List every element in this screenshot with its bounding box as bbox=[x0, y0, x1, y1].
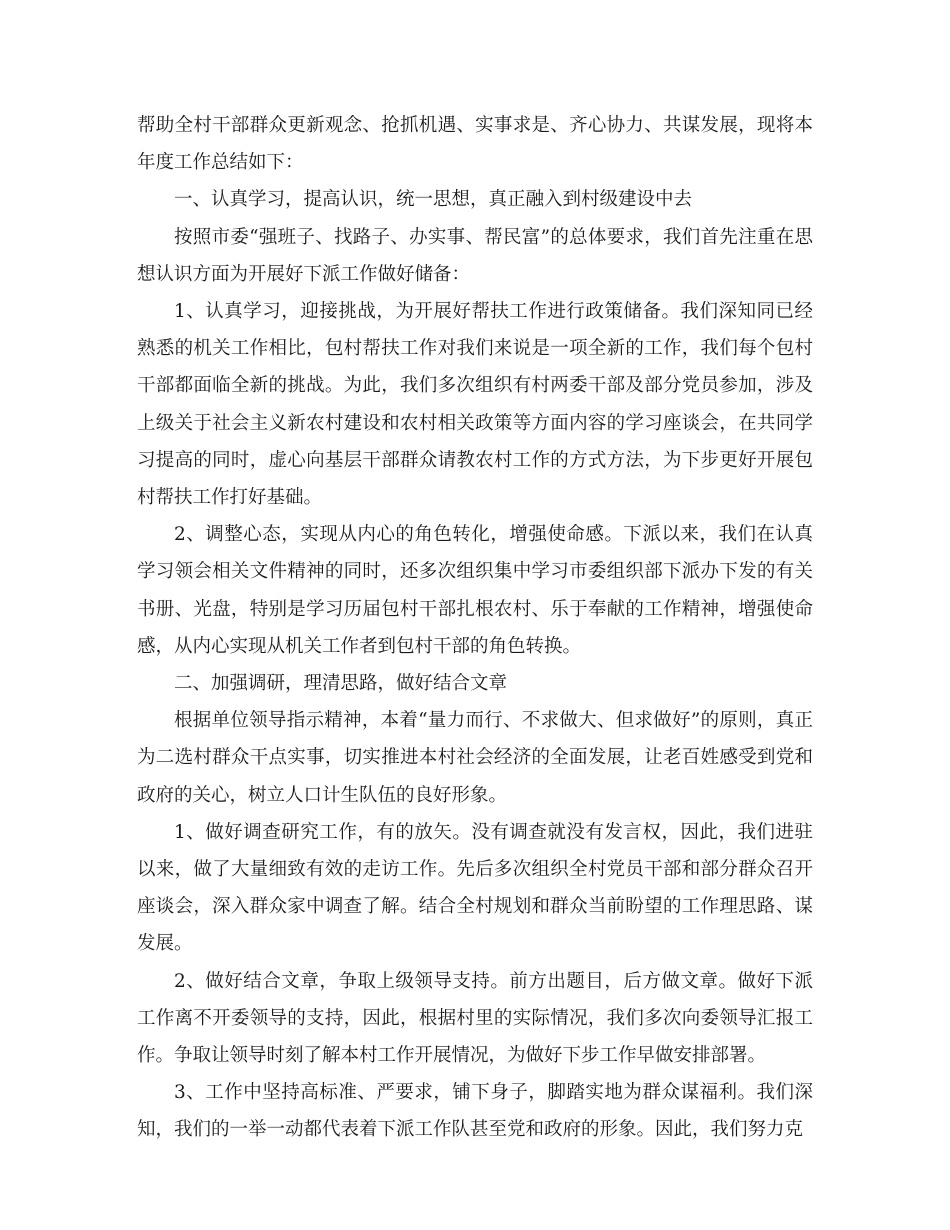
paragraph-7: 2、做好结合文章，争取上级领导支持。前方出题目，后方做文章。做好下派工作离不开委领导的支持，因此，根据村里的实际情况，我们多次向委领导汇报工作。争取让领导时刻了解本村工作开展情况，为做好下步工作早做安排部署。 bbox=[137, 970, 813, 1067]
paragraph-8: 3、工作中坚持高标准、严要求，铺下身子，脚踏实地为群众谋福利。我们深知，我们的一举一动都代表着下派工作队甚至党和政府的形象。因此，我们努力克 bbox=[137, 1082, 813, 1141]
section-heading-1: 一、认真学习，提高认识，统一思想，真正融入到村级建设中去 bbox=[174, 189, 693, 211]
document-body bbox=[137, 107, 813, 1149]
paragraph-2: 按照市委“强班子、找路子、办实事、帮民富”的总体要求，我们首先注重在思想认识方面为开展好下派工作做好储备： bbox=[137, 226, 813, 285]
paragraph-5: 根据单位领导指示精神，本着“量力而行、不求做大、但求做好”的原则，真正为二选村群众干点实事，切实推进本村社会经济的全面发展，让老百姓感受到党和政府的关心，树立人口计生队伍的良好形象。 bbox=[137, 710, 813, 806]
paragraph-6: 1、做好调查研究工作，有的放矢。没有调查就没有发言权，因此，我们进驻以来，做了大量细致有效的走访工作。先后多次组织全村党员干部和部分群众召开座谈会，深入群众家中调查了解。结合全村规划和群众当前盼望的工作理思路、谋发展。 bbox=[137, 821, 813, 955]
section-heading-2: 二、加强调研，理清思路，做好结合文章 bbox=[174, 673, 508, 695]
paragraph-1: 帮助全村干部群众更新观念、抢抓机遇、实事求是、齐心协力、共谋发展，现将本年度工作总结如下： bbox=[137, 115, 813, 174]
paragraph-3: 1、认真学习，迎接挑战，为开展好帮扶工作进行政策储备。我们深知同已经熟悉的机关工作相比，包村帮扶工作对我们来说是一项全新的工作，我们每个包村干部都面临全新的挑战。为此，我们多次组织有村两委干部及部分党员参加，涉及上级关于社会主义新农村建设和农村相关政策等方面内容的学习座谈会，在共同学习提高的同时，虚心向基层干部群众请教农村工作的方式方法，为下步更好开展包村帮扶工作打好基础。 bbox=[137, 301, 813, 509]
paragraph-4: 2、调整心态，实现从内心的角色转化，增强使命感。下派以来，我们在认真学习领会相关文件精神的同时，还多次组织集中学习市委组织部下派办下发的有关书册、光盘，特别是学习历届包村干部扎根农村、乐于奉献的工作精神，增强使命感，从内心实现从机关工作者到包村干部的角色转换。 bbox=[137, 524, 813, 657]
